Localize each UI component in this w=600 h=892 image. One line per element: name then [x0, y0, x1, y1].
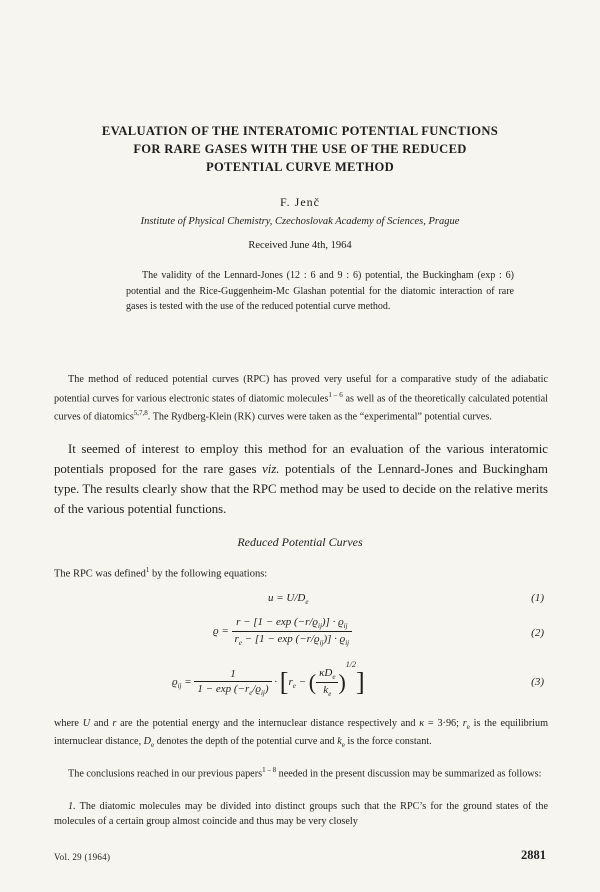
- where-s2: and: [90, 718, 113, 729]
- conclusions-paragraph: [54, 763, 548, 781]
- where-s5: is the equilibrium internuclear distance,: [54, 718, 549, 747]
- eq3-left-paren: (: [308, 669, 317, 695]
- where-s3: are the potential energy and the internuclear distance respectively and: [116, 718, 420, 729]
- eq3-inner-den-sub: e: [328, 690, 332, 699]
- eq3-inner-num: [316, 667, 338, 683]
- article-title: [60, 122, 540, 176]
- where-kappa: κ: [419, 718, 425, 729]
- where-ke: k: [337, 735, 342, 747]
- where-s7: is the force constant.: [344, 735, 432, 747]
- eq3-r: r: [288, 676, 293, 688]
- eq2-fraction: [232, 616, 353, 647]
- eq3-minus: −: [295, 676, 309, 688]
- eq3-fraction: [194, 668, 271, 697]
- defined-text-a: The RPC was defined: [54, 568, 146, 580]
- eq2-num-part2: )] · ϱ: [321, 616, 344, 628]
- where-ke-sub: e: [341, 740, 345, 749]
- eq1-sub: e: [305, 598, 309, 607]
- where-paragraph: [54, 717, 548, 752]
- eq3-right-bracket: ]: [356, 667, 365, 697]
- where-De: D: [143, 735, 152, 747]
- eq3-dot: ·: [274, 676, 278, 688]
- conclusions-ref: 1 – 8: [262, 766, 277, 774]
- eq2-den-part1: r: [234, 633, 239, 646]
- received-date: Received June 4th, 1964: [248, 240, 352, 251]
- para2-viz: viz.: [262, 462, 280, 476]
- eq3-equals: =: [181, 676, 192, 688]
- eq3-den-part1: 1 − exp (−r: [197, 682, 250, 695]
- intro-text-c: . The Rydberg-Klein (RK) curves were taken as the “experimental” potential curves.: [147, 411, 492, 423]
- eq3-inner-num-text: κD: [319, 666, 333, 679]
- eq3-rho: ϱ: [172, 676, 178, 688]
- eq2-num-part1: r − [1 − exp (−r/ϱ: [236, 616, 318, 628]
- eq2-den-sub-e: e: [238, 639, 242, 648]
- intro-text-a: The method of reduced potential curves (RPC) has proved very useful for a comparative study of the adiabatic potential curves for various electronic states of diatomic molecules: [54, 374, 548, 404]
- intro-ref-b: 5,7,8: [133, 409, 148, 418]
- eq3-power: 1/2: [345, 660, 357, 669]
- where-s4: = 3·96;: [424, 718, 463, 729]
- eq2-den-sub2: ij: [345, 639, 350, 648]
- intro-text-b: as well as of the theoretically calculated potential curves of diatomics: [54, 392, 548, 423]
- where-r: r: [112, 718, 117, 729]
- where-s1: where: [54, 718, 83, 729]
- intro-ref-a: 1 – 6: [328, 390, 343, 399]
- eq2-num-sub1: ij: [318, 622, 322, 631]
- intro-paragraph: [54, 372, 548, 425]
- equation-2-number: (2): [531, 627, 544, 639]
- eq3-inner-den-text: k: [323, 683, 329, 696]
- equation-1-number: (1): [531, 592, 544, 604]
- title-line-2: FOR RARE GASES WITH THE USE OF THE REDUCED: [133, 142, 467, 156]
- title-line-1: EVALUATION OF THE INTERATOMIC POTENTIAL FUNCTIONS: [101, 124, 499, 138]
- list-item-1: [54, 799, 548, 829]
- eq3-den-sub-ij: ij: [260, 689, 265, 698]
- eq2-den-part2: − [1 − exp (−r/ϱ: [241, 633, 320, 646]
- footer-page-number: 2881: [521, 848, 546, 862]
- eq3-den-part3: ): [264, 682, 269, 695]
- conclusions-text-a: The conclusions reached in our previous papers: [68, 768, 263, 780]
- author-affiliation: Institute of Physical Chemistry, Czechoslovak Academy of Sciences, Prague: [140, 216, 460, 227]
- eq3-rho-sub: ij: [177, 682, 182, 691]
- eq2-num-sub2: ij: [343, 622, 348, 631]
- eq2-lhs: ϱ =: [213, 625, 229, 638]
- where-U: U: [82, 718, 91, 729]
- defined-ref: 1: [145, 566, 150, 574]
- where-re-sub: e: [466, 723, 470, 732]
- equation-3: [172, 660, 365, 698]
- eq2-numerator: [232, 616, 353, 632]
- eq3-left-bracket: [: [279, 667, 289, 697]
- abstract: The validity of the Lennard-Jones (12 : 6 and 9 : 6) potential, the Buckingham (exp : 6) potential and the Rice-Guggenheim-Mc Glashan potential for the diatomic interaction of rare gases is tested with the use of the reduced potential curve method.: [126, 270, 514, 312]
- eq3-frac-numerator: 1: [194, 668, 271, 682]
- eq2-den-part3: )] · ϱ: [323, 633, 346, 646]
- eq3-lhs: [172, 676, 192, 691]
- eq3-inner-num-sub: e: [332, 672, 336, 681]
- where-De-sub: e: [151, 740, 155, 749]
- eq3-den-sub-e: e: [249, 689, 253, 698]
- defined-text-b: by the following equations:: [149, 568, 268, 580]
- where-s6: denotes the depth of the potential curve and: [154, 735, 338, 747]
- equation-1: [268, 592, 308, 606]
- author-name: F. Jenč: [279, 195, 321, 209]
- footer-volume: Vol. 29 (1964): [54, 852, 111, 862]
- eq3-r-sub: e: [292, 682, 296, 691]
- conclusions-text-b: needed in the present discussion may be summarized as follows:: [276, 768, 542, 780]
- section-heading: Reduced Potential Curves: [237, 535, 363, 549]
- eq2-den-sub1: ij: [319, 639, 324, 648]
- definition-sentence: [54, 566, 267, 580]
- para2-text-b: potentials of the Lennard-Jones and Buckingham type. The results clearly show that the RPC method may be used to decide on the relative merits of the various potential functions.: [54, 462, 548, 516]
- list-item-1-label: 1.: [68, 801, 76, 812]
- second-paragraph: [54, 439, 548, 519]
- title-line-3: POTENTIAL CURVE METHOD: [205, 160, 395, 174]
- para2-text-a: It seemed of interest to employ this method for an evaluation of the various interatomic potentials proposed for the rare gases: [54, 442, 548, 476]
- where-re: r: [462, 718, 467, 729]
- equation-2: [213, 616, 352, 647]
- eq3-right-paren: ): [338, 669, 346, 695]
- eq3-inner-den: [316, 683, 338, 698]
- list-item-1-text: The diatomic molecules may be divided into distinct groups such that the RPC’s for the ground states of the molecules of a certain group almost coincide and thus may be very closely: [54, 801, 548, 827]
- eq2-denominator: [232, 632, 353, 647]
- eq3-inner-fraction: [316, 667, 338, 698]
- eq3-frac-denominator: [194, 682, 271, 697]
- equation-3-number: (3): [531, 676, 544, 688]
- eq3-den-part2: /ϱ: [252, 682, 261, 695]
- eq1-text: u = U/D: [268, 592, 306, 604]
